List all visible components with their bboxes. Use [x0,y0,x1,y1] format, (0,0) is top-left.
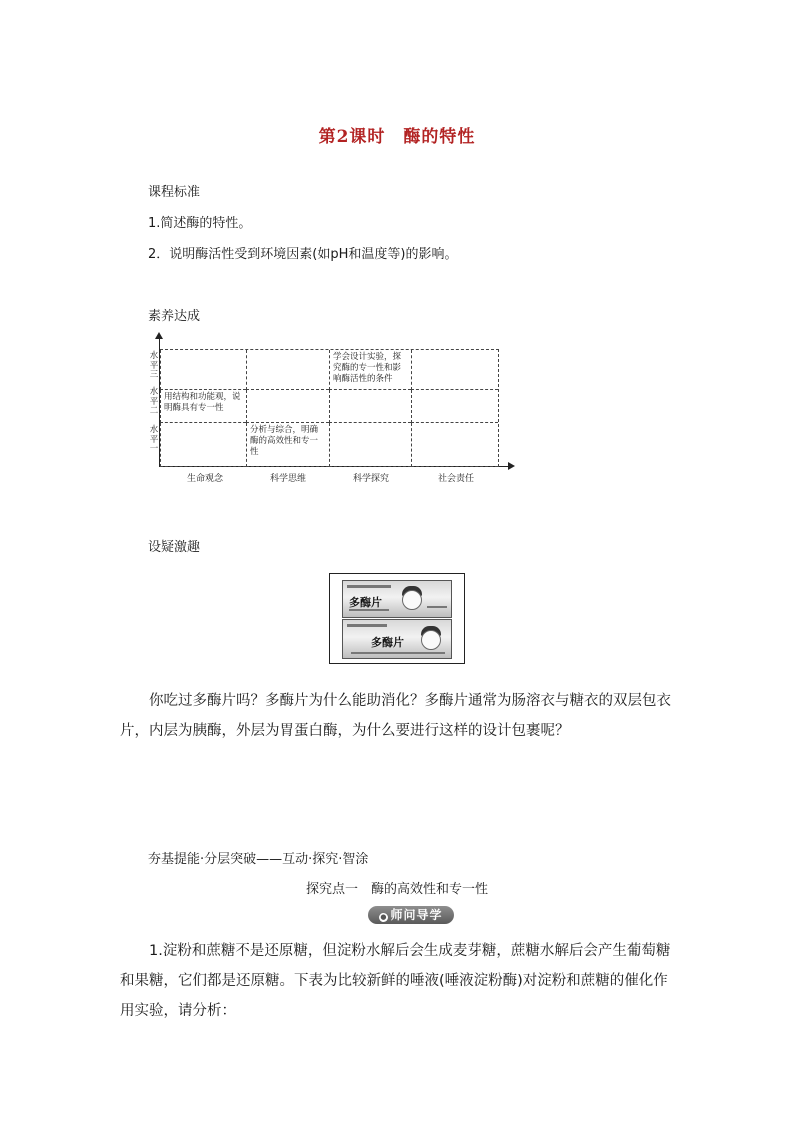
cell-l3-thinking [246,350,329,390]
box-stripe [347,585,391,588]
x-label-life: 生命观念 [186,474,223,484]
literacy-heading: 素养达成 [148,309,201,324]
product-box-bottom [342,619,452,659]
cell-l1-inquiry [329,423,411,467]
product-image [329,573,465,664]
x-label-inquiry: 科学探究 [352,474,389,484]
y-axis-arrow [155,332,163,339]
standard-item-2: 2．说明酶活性受到环境因素(如pH和温度等)的影响。 [148,247,458,262]
box-stripe [427,606,447,608]
cell-l1-responsibility [411,423,498,467]
guide-badge [368,906,454,924]
badge-icon: ● [380,913,388,921]
badge-label: 师问导学 [390,908,443,922]
y-label-level1: 水平一 [149,425,159,454]
box-stripe [347,624,387,627]
section-banner: 夯基提能·分层突破——互动·探究·智涂 [148,852,369,867]
cell-l2-thinking [246,390,329,423]
box-stripe [351,652,445,654]
standards-heading: 课程标准 [148,185,201,200]
y-label-level2: 水平二 [149,387,159,416]
x-axis-arrow [508,462,515,470]
section-paragraph: 1.淀粉和蔗糖不是还原糖，但淀粉水解后会生成麦芽糖，蔗糖水解后会产生葡萄糖和果糖，它们都是还原糖。下表为比较新鲜的唾液(唾液淀粉酶)对淀粉和蔗糖的催化作用实验，请分析： [120,943,671,1019]
y-label-level3: 水平三 [149,351,159,380]
x-label-responsibility: 社会责任 [437,474,474,484]
box-brand-bottom: 多酶片 [371,636,404,649]
cell-l2-life: 用结构和功能观，说明酶具有专一性 [160,390,246,423]
cell-l3-inquiry: 学会设计实验，探究酶的专一性和影响酶活性的条件 [329,350,411,390]
section-subtitle: 探究点一 酶的高效性和专一性 [305,882,488,897]
page-title: 第2课时 酶的特性 [318,127,476,147]
cell-l3-life [160,350,246,390]
product-box-top [342,580,452,618]
box-face-icon [421,630,441,650]
cell-l3-responsibility [411,350,498,390]
cell-l2-responsibility [411,390,498,423]
box-stripe [349,609,389,611]
literacy-grid [160,349,499,467]
standard-item-1: 1.简述酶的特性。 [148,216,252,231]
intro-paragraph: 你吃过多酶片吗？多酶片为什么能助消化？多酶片通常为肠溶衣与糖衣的双层包衣片，内层为胰酶，外层为胃蛋白酶，为什么要进行这样的设计包裹呢？ [120,693,671,739]
x-label-thinking: 科学思维 [269,474,306,484]
box-brand-top: 多酶片 [349,596,382,609]
box-face-icon [402,590,422,610]
intro-heading: 设疑激趣 [148,540,201,555]
cell-l2-inquiry [329,390,411,423]
cell-l1-life [160,423,246,467]
cell-l1-thinking: 分析与综合，明确酶的高效性和专一性 [246,423,329,467]
